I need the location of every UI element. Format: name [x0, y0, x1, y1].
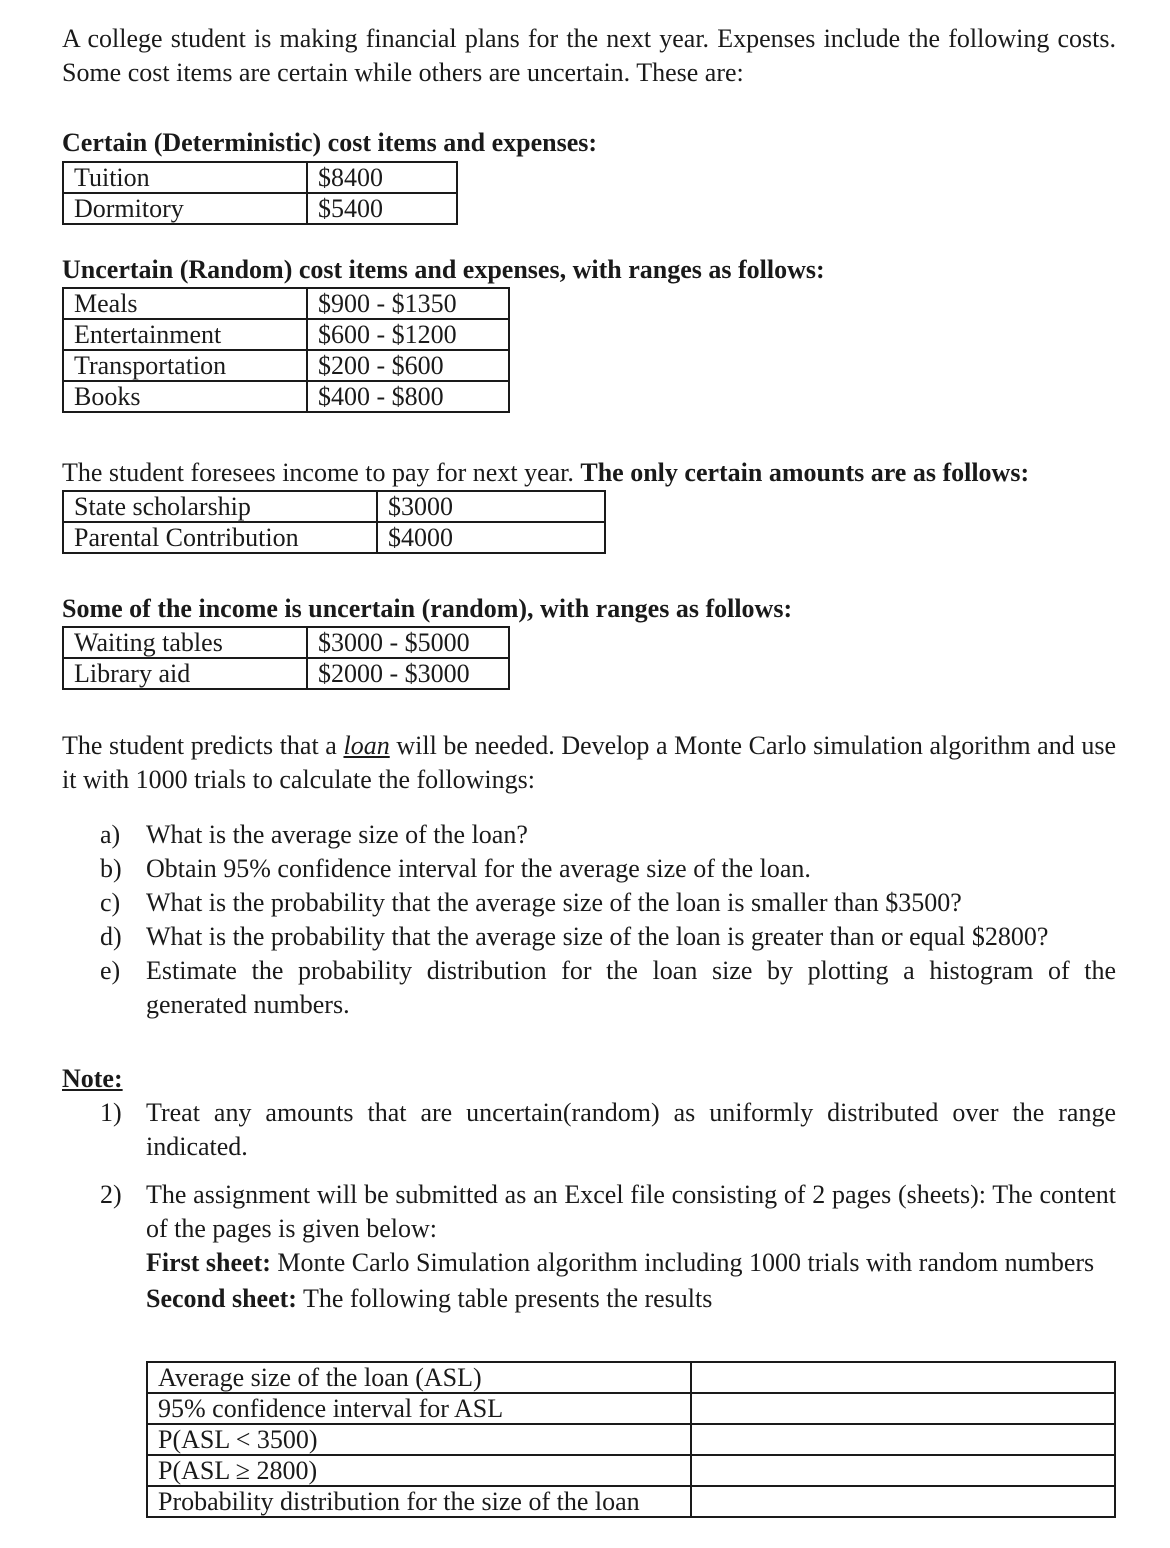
question-text: Estimate the probability distribution for the loan size by plotting a histogram of the generated numbers. — [146, 956, 1116, 1019]
table-row — [147, 1393, 1115, 1424]
second-sheet-label: Second sheet: — [146, 1284, 297, 1313]
uncertain-income-table — [62, 626, 510, 690]
result-label: P(ASL < 3500) — [147, 1424, 691, 1455]
table-row — [147, 1424, 1115, 1455]
second-sheet-description — [100, 1282, 1116, 1316]
intro-paragraph: A college student is making financial plans for the next year. Expenses include the following costs. Some cost items are certain while others are uncertain. These are: — [62, 24, 1116, 87]
second-sheet-text: The following table presents the results — [302, 1284, 713, 1313]
expense-range: $400 - $800 — [307, 381, 509, 412]
task-paragraph — [62, 729, 1116, 797]
note-list — [100, 1096, 1116, 1316]
task-text-before: The student predicts that a — [62, 731, 337, 760]
list-item — [100, 1178, 1116, 1246]
list-marker: 1) — [100, 1098, 122, 1127]
table-row — [63, 193, 457, 224]
result-label: Probability distribution for the size of the loan — [147, 1486, 691, 1517]
income-range: $3000 - $5000 — [307, 627, 509, 658]
questions-list — [100, 818, 1116, 1022]
certain-income-lead: The student foresees income to pay for next year. — [62, 458, 574, 487]
list-item — [100, 1096, 1116, 1164]
uncertain-income-heading: Some of the income is uncertain (random), with ranges as follows: — [62, 594, 793, 623]
table-row — [63, 162, 457, 193]
table-row — [147, 1455, 1115, 1486]
income-item: Library aid — [63, 658, 307, 689]
results-table — [146, 1361, 1116, 1518]
table-row — [63, 522, 605, 553]
note-heading: Note: — [62, 1064, 123, 1093]
expense-item: Transportation — [63, 350, 307, 381]
first-sheet-text: Monte Carlo Simulation algorithm including 1000 trials with random numbers — [277, 1248, 1095, 1277]
income-item: Parental Contribution — [63, 522, 377, 553]
table-row — [63, 491, 605, 522]
expense-item: Dormitory — [63, 193, 307, 224]
result-value — [691, 1362, 1115, 1393]
income-item: State scholarship — [63, 491, 377, 522]
list-item — [100, 886, 1116, 920]
uncertain-expenses-table — [62, 287, 510, 413]
question-text: What is the probability that the average size of the loan is greater than or equal $2800? — [146, 922, 1049, 951]
question-text: What is the probability that the average size of the loan is smaller than $3500? — [146, 888, 962, 917]
certain-income-line — [62, 456, 1116, 490]
result-value — [691, 1486, 1115, 1517]
certain-income-table — [62, 490, 606, 554]
list-item — [100, 852, 1116, 886]
list-marker: 2) — [100, 1180, 122, 1209]
income-range: $2000 - $3000 — [307, 658, 509, 689]
list-marker: b) — [100, 854, 122, 883]
table-row — [63, 319, 509, 350]
expense-range: $200 - $600 — [307, 350, 509, 381]
note-text: The assignment will be submitted as an Excel file consisting of 2 pages (sheets): The content of the pages is given below: — [146, 1180, 1116, 1243]
first-sheet-description — [100, 1246, 1116, 1280]
first-sheet-label: First sheet: — [146, 1248, 271, 1277]
table-row — [147, 1486, 1115, 1517]
result-label: Average size of the loan (ASL) — [147, 1362, 691, 1393]
list-item — [100, 818, 1116, 852]
list-marker: e) — [100, 956, 121, 985]
table-row — [63, 658, 509, 689]
result-value — [691, 1424, 1115, 1455]
expense-range: $900 - $1350 — [307, 288, 509, 319]
expense-item: Entertainment — [63, 319, 307, 350]
income-amount: $4000 — [377, 522, 605, 553]
uncertain-expenses-heading: Uncertain (Random) cost items and expenses, with ranges as follows: — [62, 255, 825, 284]
table-row — [147, 1362, 1115, 1393]
income-amount: $3000 — [377, 491, 605, 522]
expense-item: Books — [63, 381, 307, 412]
result-value — [691, 1393, 1115, 1424]
task-text-after: will be needed. Develop a Monte Carlo simulation algorithm and use it with 1000 trials to calculate the followings: — [62, 731, 1117, 794]
list-marker: d) — [100, 922, 122, 951]
table-row — [63, 350, 509, 381]
list-item — [100, 954, 1116, 1022]
certain-income-heading: The only certain amounts are as follows: — [580, 458, 1030, 487]
table-row — [63, 288, 509, 319]
loan-emphasis: loan — [343, 731, 390, 760]
result-label: P(ASL ≥ 2800) — [147, 1455, 691, 1486]
table-row — [63, 381, 509, 412]
expense-amount: $8400 — [307, 162, 457, 193]
expense-item: Tuition — [63, 162, 307, 193]
table-row — [63, 627, 509, 658]
question-text: Obtain 95% confidence interval for the average size of the loan. — [146, 854, 811, 883]
certain-expenses-heading: Certain (Deterministic) cost items and expenses: — [62, 128, 598, 157]
result-value — [691, 1455, 1115, 1486]
list-item — [100, 920, 1116, 954]
question-text: What is the average size of the loan? — [146, 820, 528, 849]
list-marker: c) — [100, 888, 121, 917]
certain-expenses-table — [62, 161, 458, 225]
expense-amount: $5400 — [307, 193, 457, 224]
expense-range: $600 - $1200 — [307, 319, 509, 350]
note-text: Treat any amounts that are uncertain(random) as uniformly distributed over the range indicated. — [146, 1098, 1116, 1161]
result-label: 95% confidence interval for ASL — [147, 1393, 691, 1424]
expense-item: Meals — [63, 288, 307, 319]
income-item: Waiting tables — [63, 627, 307, 658]
list-marker: a) — [100, 820, 121, 849]
